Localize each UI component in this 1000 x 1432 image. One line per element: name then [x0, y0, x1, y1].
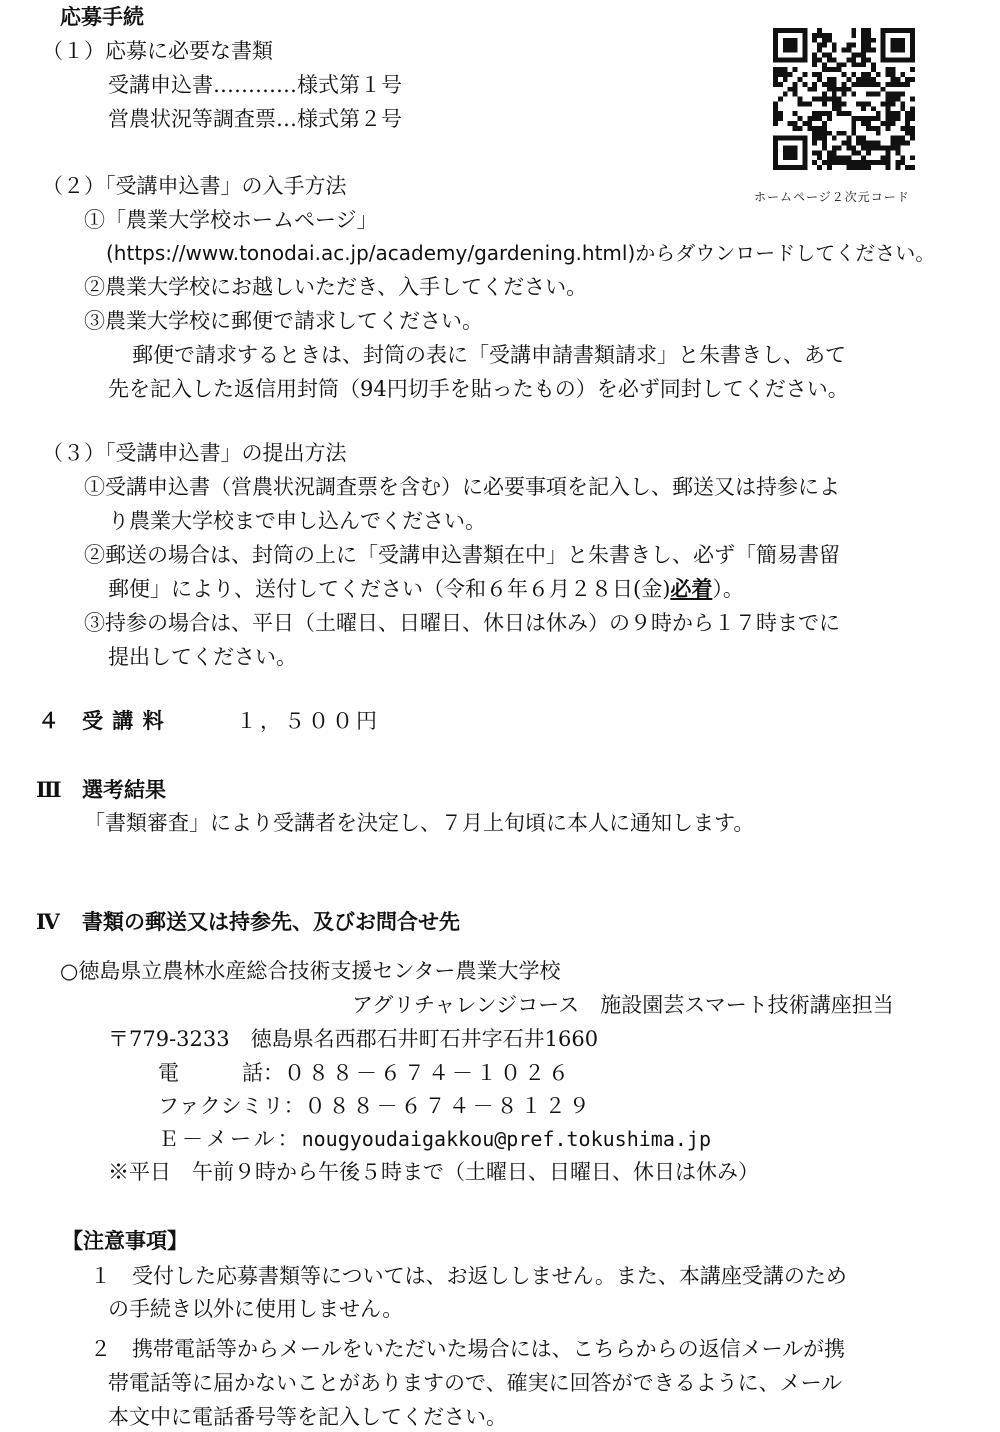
qr-code-icon — [773, 28, 915, 170]
application-heading: 応募手続 — [60, 4, 144, 29]
tel-value: ０８８－６７４－１０２６ — [284, 1061, 572, 1085]
obtain-method-3: ③農業大学校に郵便で請求してください。 — [84, 309, 483, 333]
fax-label: ファクシミリ： — [158, 1094, 305, 1118]
obtain-method-3-note-line1: 郵便で請求するときは、封筒の表に「受講申請書類請求」と朱書きし、あて — [132, 343, 846, 367]
contact-heading: 書類の郵送又は持参先、及びお問合せ先 — [82, 909, 460, 934]
note-1-line2: の手続き以外に使用しません。 — [108, 1297, 404, 1321]
selection-heading: 選考結果 — [82, 777, 166, 802]
submit-deadline-close: ）。 — [712, 577, 744, 601]
contact-organization: ○徳島県立農林水産総合技術支援センター農業大学校 — [60, 959, 561, 983]
note-2-line3: 本文中に電話番号等を記入してください。 — [108, 1405, 507, 1429]
note-1-line1: １ 受付した応募書類等については、お返ししません。また、本講座受講のため — [90, 1264, 847, 1288]
doc-form-2: 営農状況等調査票…様式第２号 — [108, 107, 402, 131]
selection-text: 「書類審査」により受講者を決定し、７月上旬頃に本人に通知します。 — [84, 811, 755, 835]
submit-method-1-line2: り農業大学校まで申し込んでください。 — [108, 509, 486, 533]
contact-tel-row — [158, 1058, 572, 1088]
contact-fax-row — [158, 1091, 593, 1121]
must-arrive-emphasis: 必着 — [670, 576, 713, 601]
fee-value: １，５００円 — [236, 709, 380, 733]
email-label: Ｅ－メール： — [158, 1127, 302, 1151]
contact-department: アグリチャレンジコース 施設園芸スマート技術講座担当 — [352, 993, 894, 1017]
submit-method-3-line1: ③持参の場合は、平日（土曜日、日曜日、休日は休み）の９時から１７時までに — [84, 611, 840, 635]
email-link[interactable]: nougyoudaigakkou@pref.tokushima.jp — [301, 1127, 711, 1151]
obtain-method-3-note-line2: 先を記入した返信用封筒（94円切手を貼ったもの）を必ず同封してください。 — [108, 377, 849, 401]
notes-heading: 【注意事項】 — [62, 1228, 188, 1253]
fee-number: ４ — [38, 708, 59, 733]
required-docs-heading: （１）応募に必要な書類 — [42, 39, 273, 63]
contact-email-row — [158, 1124, 711, 1154]
submit-method-1-line1: ①受講申込書（営農状況調査票を含む）に必要事項を記入し、郵送又は持参によ — [84, 475, 840, 499]
contact-hours: ※平日 午前９時から午後５時まで（土曜日、日曜日、休日は休み） — [108, 1160, 759, 1184]
submit-method-3-line2: 提出してください。 — [108, 645, 297, 669]
fee-label: 受 講 料 — [82, 708, 165, 733]
tel-label: 電 話： — [158, 1061, 284, 1085]
obtain-method-1: ①「農業大学校ホームページ」 — [84, 208, 378, 232]
qr-caption: ホームページ２次元コード — [754, 190, 910, 204]
homepage-link[interactable]: (https://www.tonodai.ac.jp/academy/gardening.html) — [106, 241, 636, 265]
obtain-method-2: ②農業大学校にお越しいただき、入手してください。 — [84, 275, 588, 299]
submit-method-2-line1: ②郵送の場合は、封筒の上に「受講申込書類在中」と朱書きし、必ず「簡易書留 — [84, 543, 840, 567]
download-text: からダウンロードしてください。 — [635, 241, 936, 265]
contact-numeral: Ⅳ — [36, 909, 60, 934]
note-2-line2: 帯電話等に届かないことがありますので、確実に回答ができるように、メール — [108, 1371, 843, 1395]
doc-form-1: 受講申込書…………様式第１号 — [108, 73, 402, 97]
submit-method-2-line2 — [108, 574, 744, 604]
fax-value: ０８８－６７４－８１２９ — [304, 1094, 593, 1118]
submit-heading: （３）「受講申込書」の提出方法 — [42, 441, 347, 465]
contact-address: 〒779-3233 徳島県名西郡石井町石井字石井1660 — [108, 1027, 599, 1051]
selection-numeral: Ⅲ — [36, 777, 62, 802]
note-2-line1: ２ 携帯電話等からメールをいただいた場合には、こちらからの返信メールが携 — [90, 1337, 846, 1361]
submit-deadline-text: 郵便」により、送付してください（令和６年６月２８日(金) — [108, 577, 671, 601]
obtain-method-1-url-line — [106, 238, 935, 268]
obtain-heading: （２）「受講申込書」の入手方法 — [42, 174, 347, 198]
